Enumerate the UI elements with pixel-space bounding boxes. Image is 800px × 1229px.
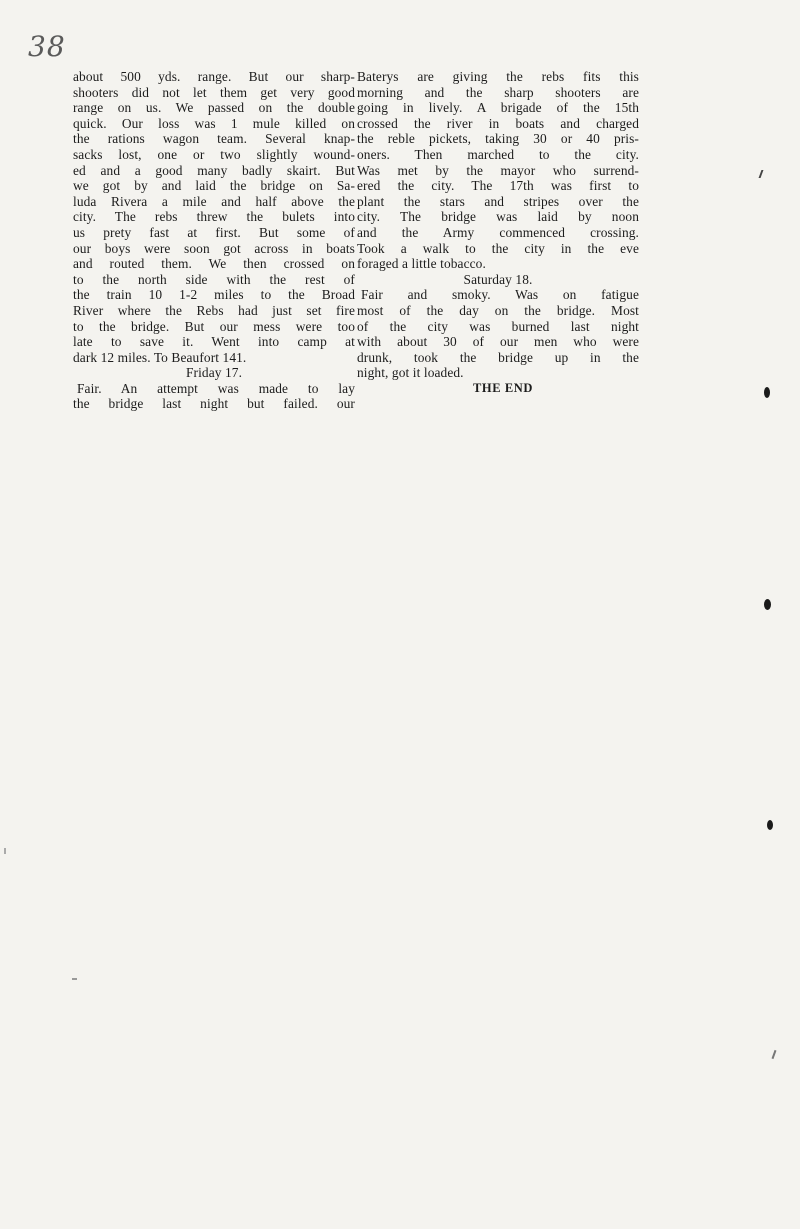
scan-mark bbox=[764, 387, 770, 398]
text-line: of the city was burned last night bbox=[357, 318, 639, 334]
scan-mark bbox=[772, 1050, 777, 1059]
text-line: quick. Our loss was 1 mule killed on bbox=[73, 115, 355, 131]
text-line: the train 10 1-2 miles to the Broad bbox=[73, 287, 355, 303]
left-column bbox=[73, 69, 355, 412]
text-line: most of the day on the bridge. Most bbox=[357, 302, 639, 318]
scan-mark bbox=[764, 599, 771, 610]
text-line: city. The bridge was laid by noon bbox=[357, 209, 639, 225]
right-column bbox=[357, 69, 639, 396]
entry-heading-saturday: Saturday 18. bbox=[463, 271, 533, 287]
text-line: morning and the sharp shooters are bbox=[357, 84, 639, 100]
text-line: dark 12 miles. To Beaufort 141. bbox=[73, 349, 247, 365]
the-end-label: THE END bbox=[472, 380, 534, 395]
text-line: oners. Then marched to the city. bbox=[357, 146, 639, 162]
text-line: luda Rivera a mile and half above the bbox=[73, 193, 355, 209]
text-line: crossed the river in boats and charged bbox=[357, 115, 639, 131]
text-line: to the bridge. But our mess were too bbox=[73, 318, 355, 334]
text-line: shooters did not let them get very good bbox=[73, 84, 355, 100]
text-line: foraged a little tobacco. bbox=[357, 256, 486, 272]
text-line: about 500 yds. range. But our sharp- bbox=[73, 69, 355, 84]
text-line: Took a walk to the city in the eve bbox=[357, 240, 639, 256]
text-line: drunk, took the bridge up in the bbox=[357, 349, 639, 365]
text-line: sacks lost, one or two slightly wound- bbox=[73, 146, 355, 162]
scan-mark bbox=[4, 848, 6, 854]
text-line: going in lively. A brigade of the 15th bbox=[357, 100, 639, 116]
text-line: River where the Rebs had just set fire bbox=[73, 302, 355, 318]
scan-mark bbox=[767, 820, 773, 830]
text-line: our boys were soon got across in boats bbox=[73, 240, 355, 256]
page-number: 38 bbox=[28, 30, 66, 63]
text-line: the reble pickets, taking 30 or 40 pris- bbox=[357, 131, 639, 147]
text-line: ed and a good many badly skairt. But bbox=[73, 162, 355, 178]
text-line: Was met by the mayor who surrend- bbox=[357, 162, 639, 178]
text-line: the bridge last night but failed. our bbox=[73, 396, 355, 412]
text-line: and the Army commenced crossing. bbox=[357, 224, 639, 240]
entry-heading-friday: Friday 17. bbox=[185, 365, 243, 381]
scan-mark bbox=[759, 170, 769, 178]
text-line: plant the stars and stripes over the bbox=[357, 193, 639, 209]
text-line: with about 30 of our men who were bbox=[357, 334, 639, 350]
text-line: night, got it loaded. bbox=[357, 365, 464, 381]
text-line: we got by and laid the bridge on Sa- bbox=[73, 178, 355, 194]
text-line: late to save it. Went into camp at bbox=[73, 334, 355, 350]
scan-mark bbox=[72, 978, 77, 980]
text-line: ered the city. The 17th was first to bbox=[357, 178, 639, 194]
text-line: Fair. An attempt was made to lay bbox=[77, 380, 355, 396]
text-line: the rations wagon team. Several knap- bbox=[73, 131, 355, 147]
text-line: Fair and smoky. Was on fatigue bbox=[361, 287, 639, 303]
text-line: and routed them. We then crossed on bbox=[73, 256, 355, 272]
text-line: range on us. We passed on the double bbox=[73, 100, 355, 116]
text-line: city. The rebs threw the bulets into bbox=[73, 209, 355, 225]
text-line: to the north side with the rest of bbox=[73, 271, 355, 287]
text-line: us prety fast at first. But some of bbox=[73, 224, 355, 240]
text-line: Baterys are giving the rebs fits this bbox=[357, 69, 639, 84]
